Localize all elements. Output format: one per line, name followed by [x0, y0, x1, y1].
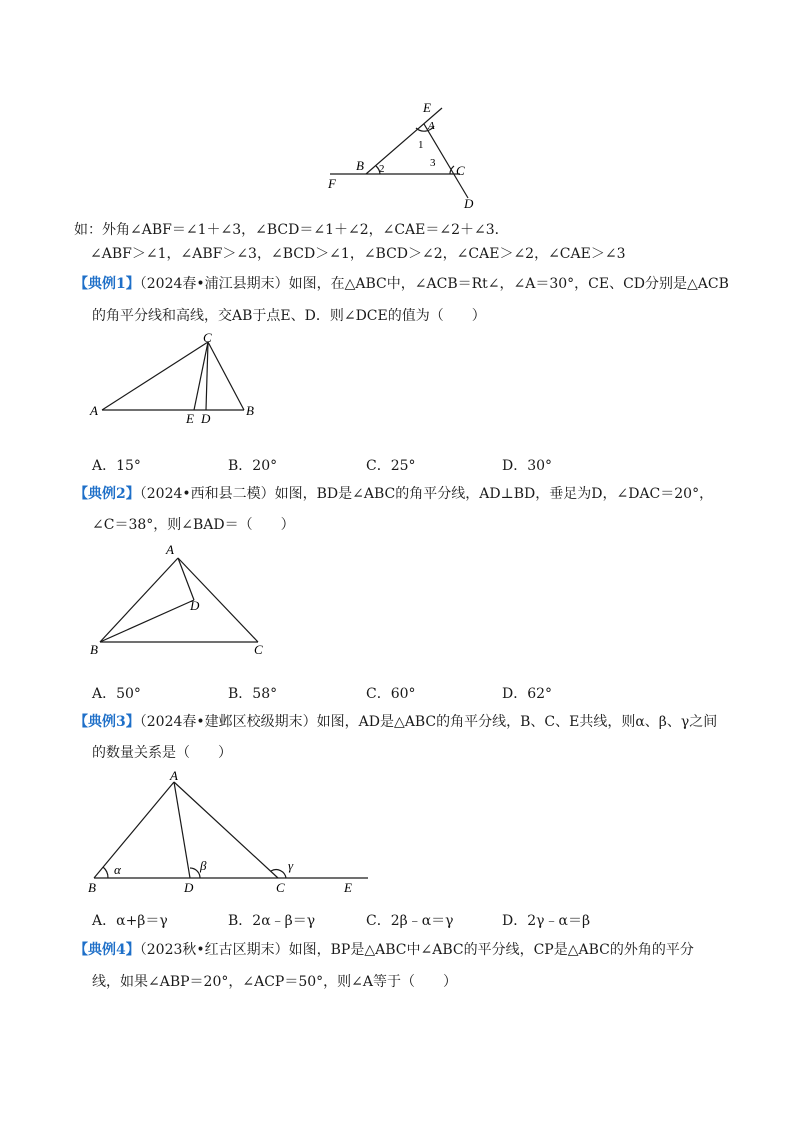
label-C: C: [254, 642, 263, 657]
intro-line-2: ∠ABF＞∠1，∠ABF＞∠3，∠BCD＞∠1，∠BCD＞∠2，∠CAE＞∠2，∠CAE＞∠3: [90, 246, 626, 262]
example-4-line-2: 线，如果∠ABP＝20°，∠ACP＝50°，则∠A等于（ ）: [92, 974, 457, 990]
example-2-text: （2024•西和县二模）如图，BD是∠ABC的角平分线，AD⊥BD，垂足为D，∠DAC＝20°，: [139, 486, 714, 502]
example-3-option-b[interactable]: B．2α﹣β＝γ: [228, 913, 316, 929]
label-D: D: [190, 598, 200, 613]
label-C: C: [456, 163, 465, 178]
example-4-line-1: [74, 940, 694, 960]
label-C: C: [203, 330, 212, 345]
example-1-line-1: [74, 274, 729, 294]
label-B: B: [246, 403, 254, 418]
intro-line-1: 如：外角∠ABF＝∠1＋∠3，∠BCD＝∠1＋∠2，∠CAE＝∠2＋∠3．: [74, 222, 509, 238]
label-angle-3: 3: [430, 157, 436, 169]
example-1-option-b[interactable]: B．20°: [228, 458, 278, 474]
label-B: B: [356, 158, 364, 173]
example-1-tag: 【典例1】: [74, 276, 140, 292]
label-angle-1: 1: [418, 139, 424, 151]
example-1-line-2: 的角平分线和高线，交AB于点E、D．则∠DCE的值为（ ）: [92, 308, 486, 324]
label-E: E: [186, 411, 194, 426]
label-gamma: γ: [288, 858, 294, 873]
example-3-line-1: [74, 712, 717, 732]
example-3-option-c[interactable]: C．2β﹣α＝γ: [366, 913, 454, 929]
example-2-option-b[interactable]: B．58°: [228, 686, 278, 702]
label-E: E: [423, 100, 431, 115]
figure-example-2: [86, 538, 276, 658]
label-A: A: [166, 542, 174, 557]
example-1-text: （2024春•浦江县期末）如图，在△ABC中，∠ACB＝Rt∠，∠A＝30°，CE、CD分别是△ACB: [139, 276, 729, 292]
label-B: B: [90, 642, 98, 657]
example-2-line-1: [74, 484, 713, 504]
label-A: A: [428, 120, 435, 132]
example-3-tag: 【典例3】: [74, 714, 140, 730]
example-1-option-c[interactable]: C．25°: [366, 458, 416, 474]
example-2-option-a[interactable]: A．50°: [92, 686, 141, 702]
example-3-text: （2024春•建邺区校级期末）如图，AD是△ABC的角平分线，B、C、E共线，则α、β、γ之间: [139, 714, 718, 730]
label-F: F: [328, 176, 336, 191]
example-2-line-2: ∠C＝38°，则∠BAD＝（ ）: [92, 517, 295, 533]
example-2-tag: 【典例2】: [74, 486, 140, 502]
example-2-option-d[interactable]: D．62°: [502, 686, 553, 702]
example-4-text: （2023秋•红古区期末）如图，BP是△ABC中∠ABC的平分线，CP是△ABC的外角的平分: [139, 942, 694, 958]
label-A: A: [90, 403, 98, 418]
example-2-option-c[interactable]: C．60°: [366, 686, 416, 702]
example-1-option-d[interactable]: D．30°: [502, 458, 553, 474]
label-D: D: [201, 411, 211, 426]
label-angle-2: 2: [379, 163, 385, 175]
figure-exterior-angles: [320, 98, 480, 210]
example-4-tag: 【典例4】: [74, 942, 140, 958]
label-E: E: [344, 880, 352, 895]
label-B: B: [88, 880, 96, 895]
label-alpha: α: [114, 862, 121, 877]
figure-example-3: [86, 766, 376, 896]
label-C: C: [276, 880, 285, 895]
example-3-option-d[interactable]: D．2γ﹣α＝β: [502, 913, 591, 929]
figure-example-1: [86, 330, 266, 430]
example-3-line-2: 的数量关系是（ ）: [92, 745, 232, 761]
label-D: D: [464, 196, 474, 210]
label-beta: β: [200, 858, 207, 873]
example-3-option-a[interactable]: A．α+β＝γ: [92, 913, 168, 929]
label-D: D: [184, 880, 194, 895]
example-1-option-a[interactable]: A．15°: [92, 458, 141, 474]
label-A: A: [170, 768, 178, 783]
